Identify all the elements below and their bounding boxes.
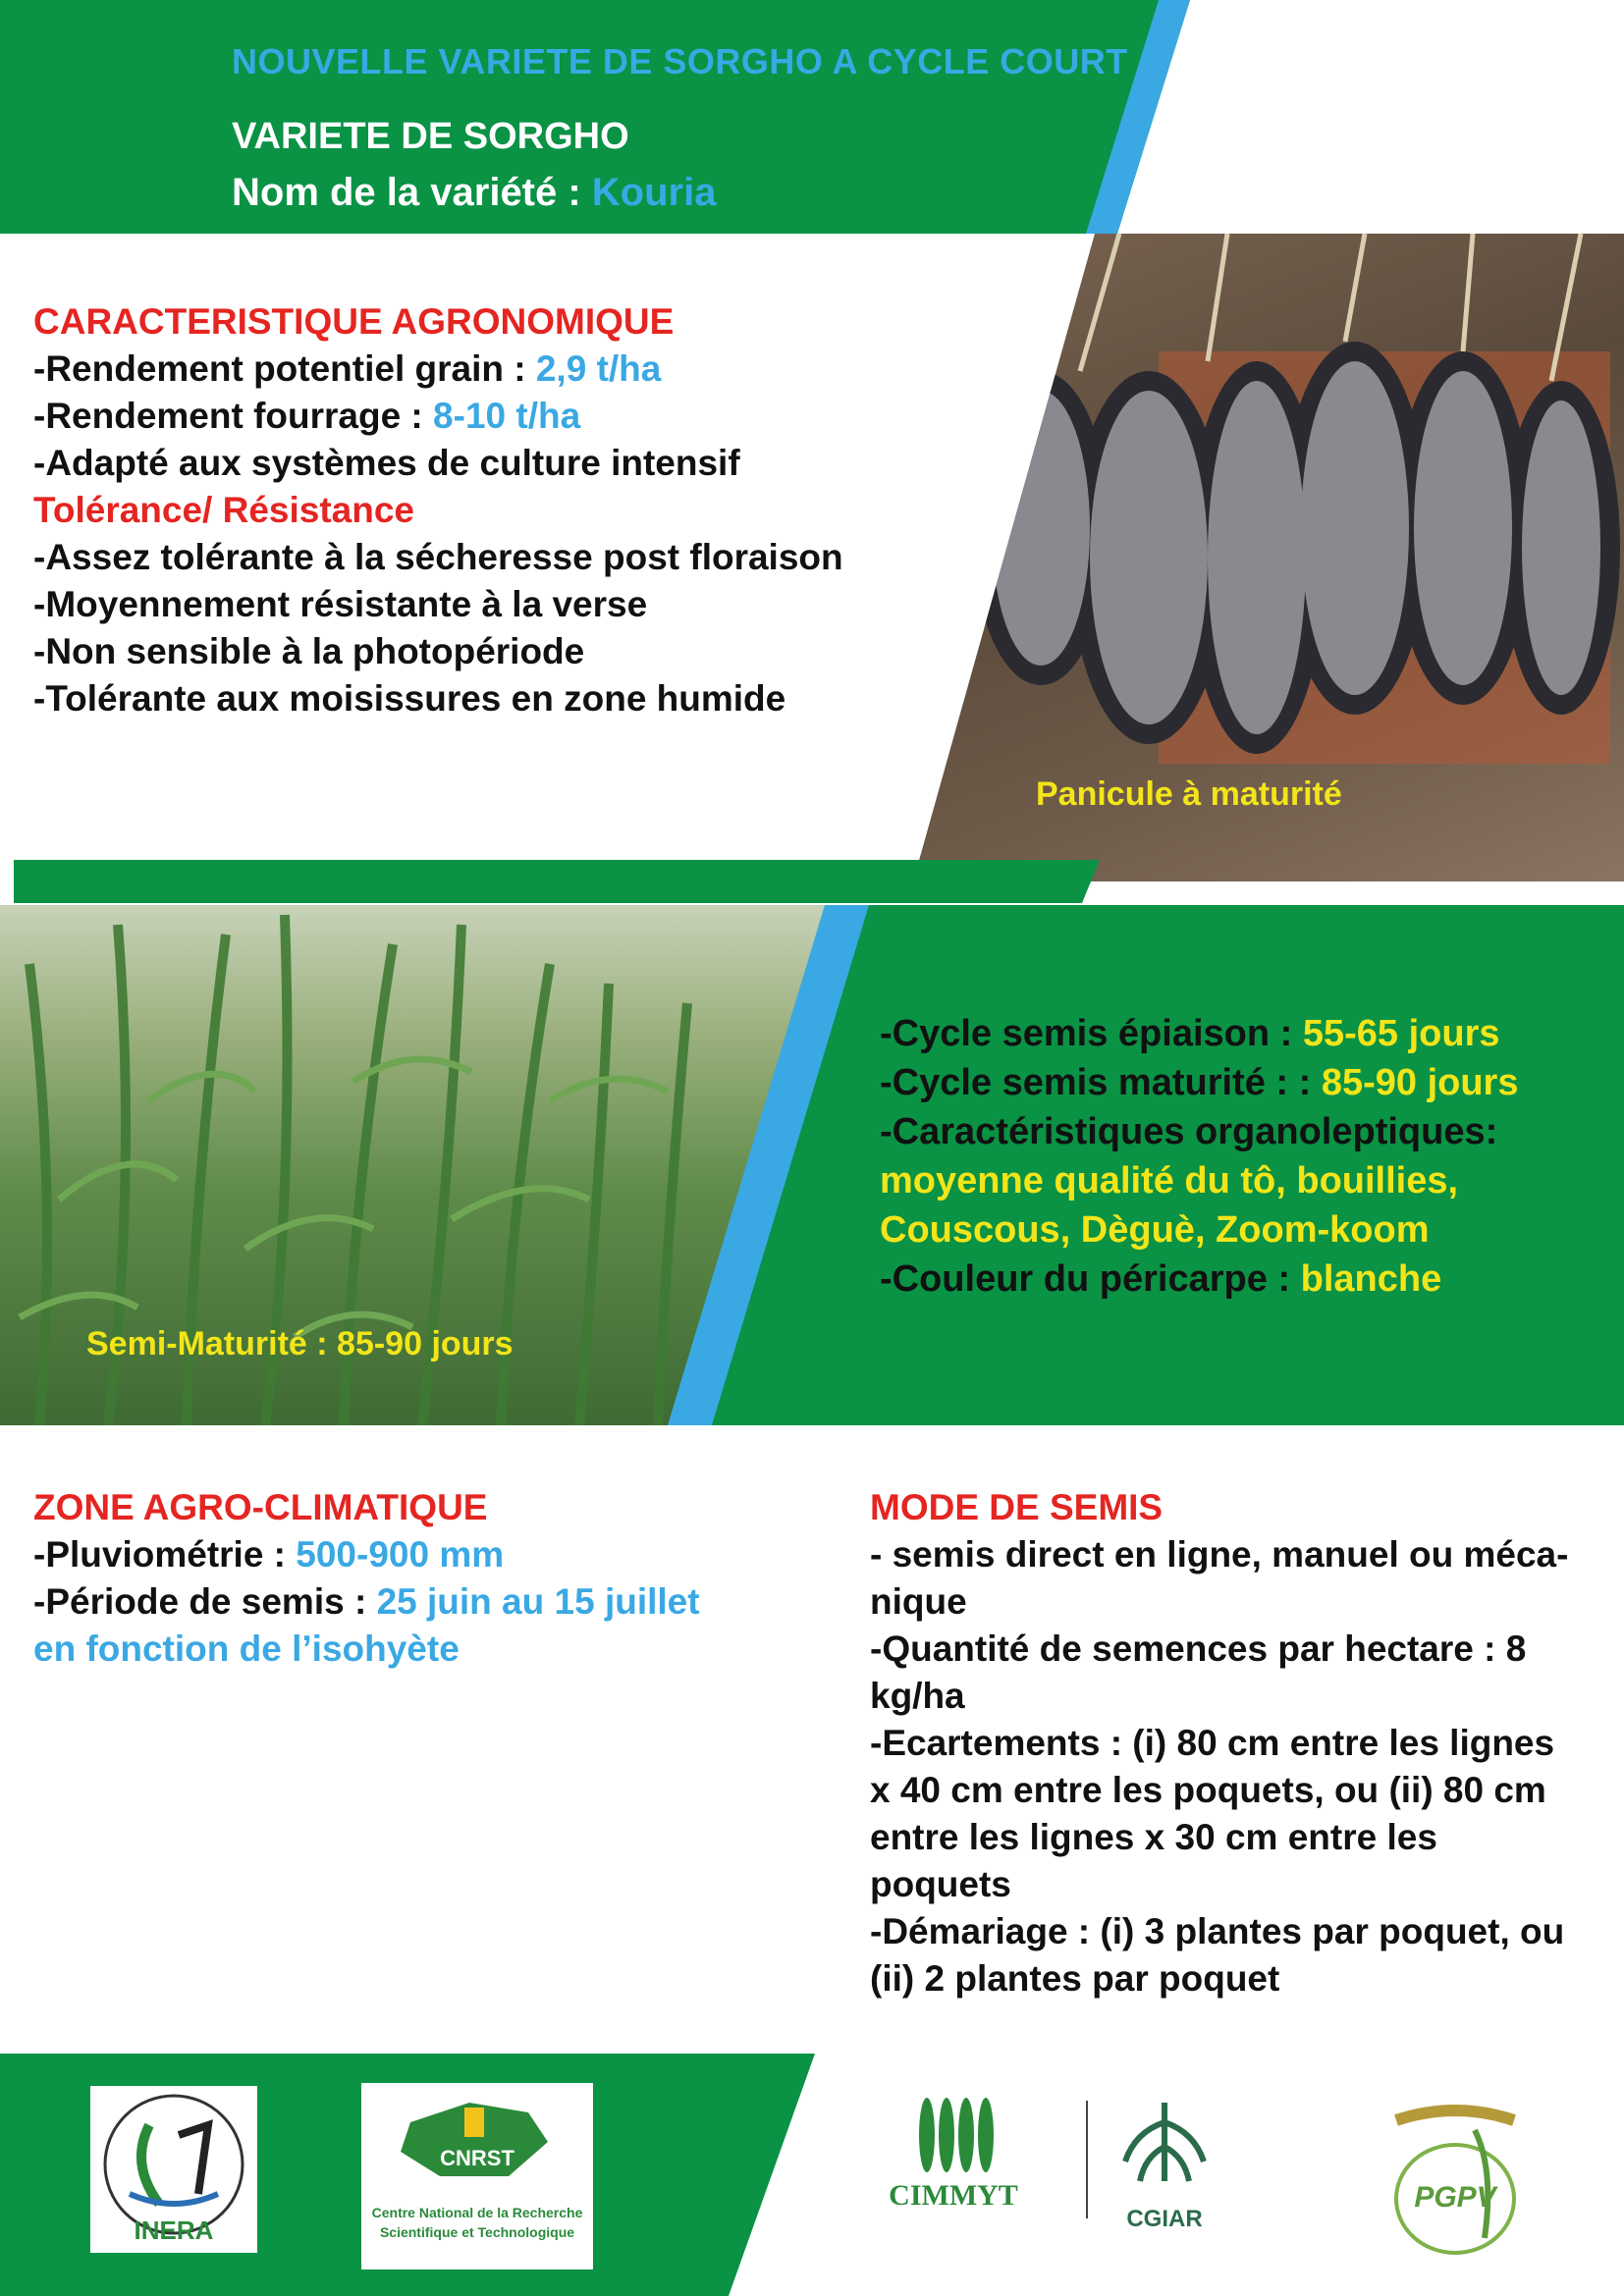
inera-logo-label: INERA [134, 2216, 214, 2245]
variety-name-value: Kouria [591, 171, 717, 214]
cycle-maturite-value: 85-90 jours [1321, 1062, 1519, 1103]
cycle-epiaison-value: 55-65 jours [1302, 1013, 1500, 1054]
zone-section [33, 1484, 760, 1673]
mode-line: x 40 cm entre les poquets, ou (ii) 80 cm [870, 1770, 1546, 1810]
cnrst-logo-label: CNRST [440, 2146, 514, 2170]
agronomic-line-label: -Rendement fourrage : [33, 396, 434, 436]
cnrst-map-icon [361, 2083, 593, 2191]
cnrst-logo [361, 2083, 593, 2269]
variety-name-label: Nom de la variété : [232, 171, 592, 214]
cgiar-emblem-icon [1106, 2093, 1223, 2201]
agronomic-line [33, 440, 878, 487]
zone-pluvio-value: 500-900 mm [296, 1534, 505, 1575]
zone-periode-label: -Période de semis : [33, 1581, 377, 1622]
cycle-pericarpe-value: blanche [1300, 1258, 1442, 1300]
mode-line: -Démariage : (i) 3 plantes par poquet, ou [870, 1911, 1565, 1951]
zone-periode-value-cont: en fonction de l’isohyète [33, 1629, 460, 1669]
pgpv-logo [1367, 2091, 1543, 2277]
mode-line: nique [870, 1581, 967, 1622]
page-subtitle: VARIETE DE SORGHO [232, 116, 629, 157]
cycle-maturite-label: -Cycle semis maturité : : [880, 1062, 1322, 1103]
tolerance-line: -Assez tolérante à la sécheresse post floraison [33, 537, 843, 577]
cimmyt-logo-label: CIMMYT [889, 2179, 1018, 2212]
cycle-epiaison [880, 1013, 1500, 1055]
agronomic-line [33, 393, 878, 440]
agronomic-heading: CARACTERISTIQUE AGRONOMIQUE [33, 301, 675, 342]
cimmyt-grain-icon [831, 2091, 1076, 2179]
cycle-maturite [880, 1062, 1518, 1104]
agronomic-line-label: -Adapté aux systèmes de culture intensif [33, 443, 740, 483]
mode-line: poquets [870, 1864, 1011, 1904]
mode-line: - semis direct en ligne, manuel ou méca- [870, 1534, 1569, 1575]
cycle-epiaison-label: -Cycle semis épiaison : [880, 1013, 1303, 1054]
zone-pluvio-label: -Pluviométrie : [33, 1534, 297, 1575]
cgiar-logo [1106, 2093, 1223, 2250]
tolerance-line: -Non sensible à la photopériode [33, 631, 585, 671]
cycle-pericarpe-label: -Couleur du péricarpe : [880, 1258, 1301, 1300]
cnrst-full-name: Scientifique et Technologique [379, 2224, 575, 2240]
mode-section [870, 1484, 1587, 2002]
divider-band [14, 860, 1100, 903]
inera-logo [90, 2086, 257, 2253]
agronomic-line-label: -Rendement potentiel grain : [33, 348, 536, 389]
cgiar-logo-label: CGIAR [1126, 2206, 1203, 2232]
mode-line: -Ecartements : (i) 80 cm entre les lignes [870, 1723, 1555, 1763]
zone-pluvio [33, 1531, 760, 1578]
panicle-caption: Panicule à maturité [1036, 775, 1342, 813]
zone-periode-value: 25 juin au 15 juillet [376, 1581, 700, 1622]
cycle-organo-value: moyenne qualité du tô, bouillies, [880, 1160, 1459, 1201]
mode-heading: MODE DE SEMIS [870, 1487, 1164, 1527]
cycle-pericarpe [880, 1258, 1441, 1301]
agronomic-line-value: 2,9 t/ha [535, 348, 662, 389]
tolerance-line: -Moyennement résistante à la verse [33, 584, 648, 624]
logo-divider [1086, 2101, 1088, 2218]
pgpv-logo-label: PGPV [1414, 2181, 1496, 2214]
agronomic-line-value: 8-10 t/ha [433, 396, 581, 436]
zone-heading: ZONE AGRO-CLIMATIQUE [33, 1487, 488, 1527]
cimmyt-logo [831, 2091, 1076, 2218]
variety-name [232, 171, 716, 215]
header-band [0, 0, 1624, 234]
cycle-organo-label: -Caractéristiques organoleptiques: [880, 1111, 1498, 1152]
agronomic-section [33, 298, 878, 722]
mode-line: (ii) 2 plantes par poquet [870, 1958, 1280, 1999]
mode-line: kg/ha [870, 1676, 965, 1716]
mode-line: -Quantité de semences par hectare : 8 [870, 1629, 1527, 1669]
field-caption: Semi-Maturité : 85-90 jours [86, 1325, 514, 1362]
tolerance-line: -Tolérante aux moisissures en zone humide [33, 678, 786, 719]
mode-line: entre les lignes x 30 cm entre les [870, 1817, 1437, 1857]
page-title: NOUVELLE VARIETE DE SORGHO A CYCLE COURT [232, 41, 1128, 81]
cnrst-full-name: Centre National de la Recherche [371, 2205, 583, 2220]
cycle-organo-value: Couscous, Dèguè, Zoom-koom [880, 1209, 1430, 1251]
tolerance-heading: Tolérance/ Résistance [33, 490, 414, 530]
cycle-panel [628, 905, 1624, 1425]
zone-periode [33, 1578, 760, 1626]
agronomic-line [33, 346, 878, 393]
